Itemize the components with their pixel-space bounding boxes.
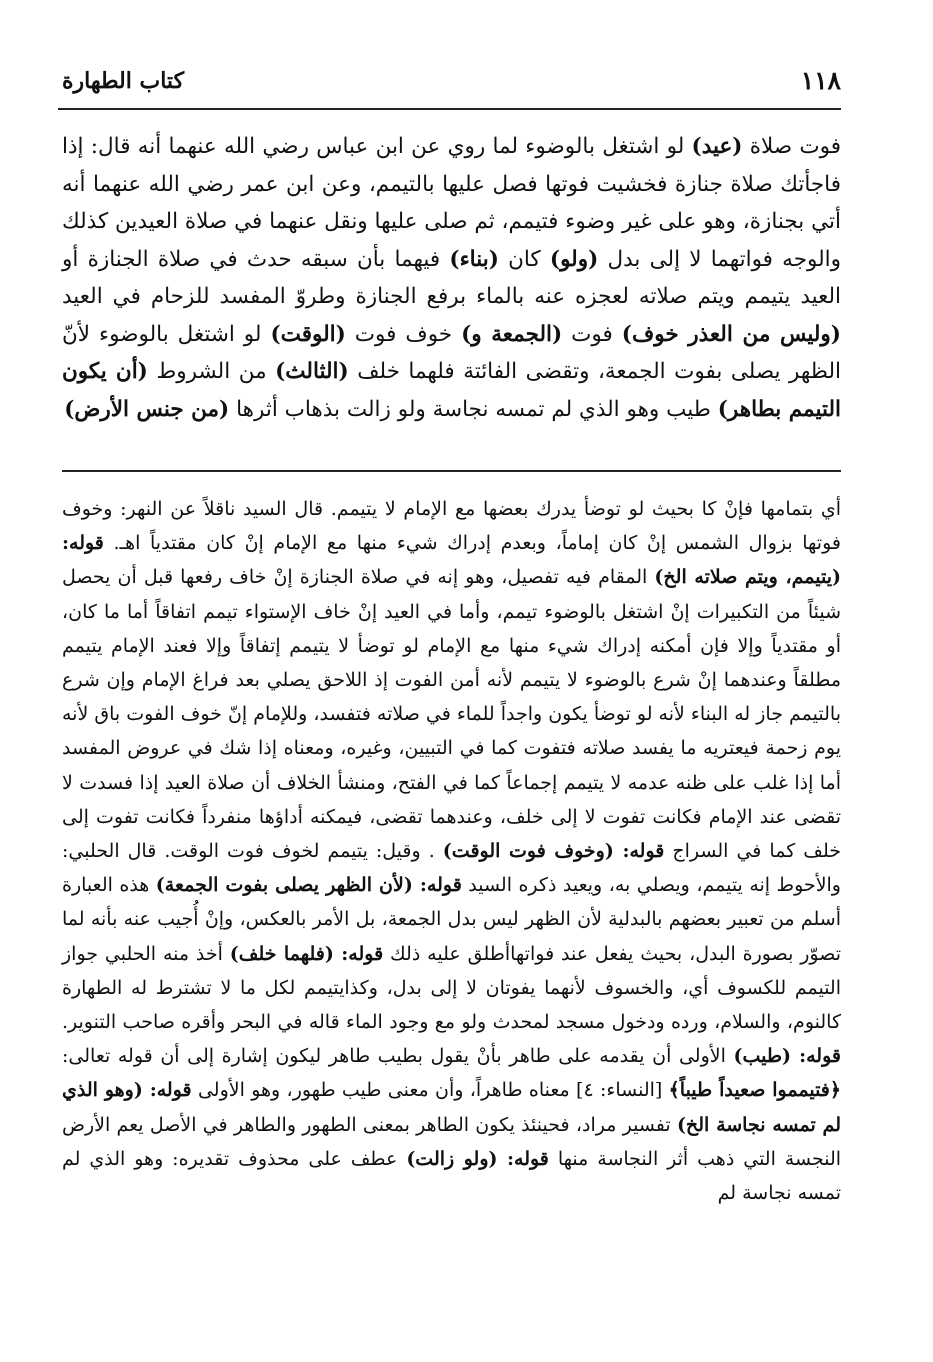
- main-text-run: لو اشتغل بالوضوء لأنّ الظهر يصلى بفوت الجمعة، وتقضى الفائتة فلهما خلف: [62, 321, 841, 384]
- commentary-text-run: أخذ منه الحلبي جواز التيمم للكسوف أي، والخسوف لأنهما يفوتان لا إلى بدل، وكذايتيمم لكل ما لا تشترط له الطهارة كالنوم، والسلام، ورده ودخول مسجد لمحدث ولو مع وجود الماء قاله في البحر وأقره صاحب التنوير.: [62, 942, 841, 1034]
- main-text-run: فوت صلاة: [749, 134, 841, 159]
- commentary-text-run: . وقيل: يتيمم لخوف فوت الوقت. قال الحلبي: والأحوط إنه يتيمم، ويصلي به، ويعيد ذكره السيد: [62, 840, 841, 897]
- commentary-paragraph: [62, 492, 841, 1210]
- commentary-text-run: تفسير مراد، فحينئذ يكون الطاهر بمعنى الطهور والطاهر في الأصل يعم الأرض النجسة التي ذهب أثر النجاسة منها: [62, 1113, 842, 1170]
- commentary-text-run: هذه العبارة أسلم من تعبير بعضهم بالبدلية لأن الظهر ليس بدل الجمعة، بل الأمر بالعكس، وإنْ أُجيب عنه بأنه لما تصوّر بصورة البدل، بحيث يفعل عند فواتهاأطلق عليه ذلك: [62, 874, 841, 965]
- commentary-quote-label: قوله: (ولو زالت): [406, 1147, 549, 1170]
- main-text-run: فيهما بأن سبقه حدث في صلاة الجنازة أو العيد يتيمم ويتم صلاته لعجزه عنه بالماء برفع الجنازة وطروّ المفسد للزحام في العيد: [62, 246, 841, 309]
- main-bold-term: (من جنس الأرض): [64, 396, 230, 422]
- main-text-run: كان: [508, 246, 541, 272]
- commentary-quote-label: قوله: (يتيمم، ويتم صلاته الخ): [62, 532, 841, 589]
- commentary-text-run: [النساء: ٤] معناه طاهراً، وأن معنى طيب طهور، وهو الأولى: [197, 1079, 663, 1102]
- main-bold-term: (ولو): [549, 246, 599, 272]
- main-bold-term: (الوقت): [270, 321, 346, 347]
- page-number: ١١٨: [800, 66, 841, 95]
- main-text-run: فوت: [571, 321, 613, 347]
- commentary-text-run: عطف على محذوف تقديره: وهو الذي لم تمسه نجاسة لم: [62, 1147, 841, 1205]
- commentary-quote-label: قوله: (طيب): [733, 1045, 841, 1068]
- header-rule: [58, 108, 841, 110]
- main-paragraph: [62, 128, 841, 428]
- main-text-run: من الشروط: [156, 359, 267, 384]
- quran-verse: ﴿فتيمموا صعيداً طيباً﴾: [668, 1079, 842, 1102]
- book-title: كتاب الطهارة: [62, 68, 185, 94]
- main-bold-term: (بناء): [449, 246, 499, 272]
- page-header: [62, 62, 841, 102]
- main-bold-term: (الثالث): [275, 359, 349, 384]
- commentary-quote-label: قوله: (وخوف فوت الوقت): [442, 840, 665, 863]
- commentary-text-run: الأولى أن يقدمه على طاهر بأنْ يقول بطيب طاهر ليكون إشارة إلى أن قوله تعالى:: [62, 1045, 726, 1068]
- main-text: [62, 128, 841, 428]
- commentary-text: [62, 492, 841, 1210]
- main-text-run: خوف فوت: [354, 321, 453, 347]
- main-bold-term: (الجمعة و): [461, 321, 563, 347]
- main-bold-term: (عيد): [691, 134, 743, 159]
- commentary-quote-label: قوله: (وهو الذي لم تمسه نجاسة الخ): [62, 1079, 841, 1136]
- main-text-run: لو اشتغل بالوضوء لما روي عن ابن عباس رضي الله عنهما أنه قال: إذا فاجأتك صلاة جنازة فخشيت فوتها فصل عليها بالتيمم، وعن ابن عمر رضي الله عنهما أنه أتي بجنازة، وهو على غير وضوء فتيمم، ثم صلى عليها ونقل عنهما في صلاة العيدين كذلك والوجه فواتهما لا إلى بدل: [62, 134, 841, 272]
- commentary-quote-label: قوله: (لأن الظهر يصلى بفوت الجمعة): [155, 874, 462, 897]
- commentary-text-run: المقام فيه تفصيل، وهو إنه في صلاة الجنازة إنْ خاف رفعها قبل أن يحصل شيئاً من التكبيرات إنْ اشتغل بالوضوء تيمم، وأما في العيد إنْ خاف الإستواء تيمم اتفاقاً أما ما كان، أو مقتدياً وإلا فإن أمكنه إدراك شيء منها مع الإمام لو توضأ لا يتيمم إتفاقاً وإلا فعند الإمام يتيمم مطلقاً وعندهما إنْ شرع بالوضوء لا يتيمم لأنه أمن الفوت إذ اللاحق يصلي بعد فراغ الإمام وإن شرع بالتيمم جاز له البناء لأنه لو توضأ يكون واجداً للماء في صلاته فتفسد، وللإمام إنّ خوف الفوت باق لأنه يوم زحمة فيعتريه ما يفسد صلاته فتفوت كما في التبيين، وغيره، ومعناه إذا شك في عروض المفسد أما إذا غلب على ظنه عدمه لا يتيمم إجماعاً كما في الفتح، ومنشأ الخلاف أن صلاة العيد إذا فسدت لا تقضى عند الإمام فكانت تفوت لا إلى خلف، وعندهما تقضى، فيمكنه أداؤها منفرداً فكانت تفوت إلى خلف كما في السراج: [62, 566, 841, 863]
- main-text-run: طيب وهو الذي لم تمسه نجاسة ولو زالت بذهاب أثرها: [236, 396, 711, 422]
- main-bold-term: (وليس من العذر خوف): [621, 321, 841, 347]
- commentary-text-run: أي بتمامها فإنْ كا بحيث لو توضأ يدرك بعضها مع الإمام لا يتيمم. قال السيد ناقلاً عن النهر: وخوف فوتها بزوال الشمس إنْ كان إماماً، وبعدم إدراك شيء منها مع الإمام إنْ كان مقتدياً اهـ.: [62, 498, 841, 555]
- commentary-quote-label: قوله: (فلهما خلف): [229, 942, 384, 965]
- main-bold-term: (أن يكون التيمم بطاهر): [62, 359, 841, 422]
- section-divider: [62, 470, 841, 472]
